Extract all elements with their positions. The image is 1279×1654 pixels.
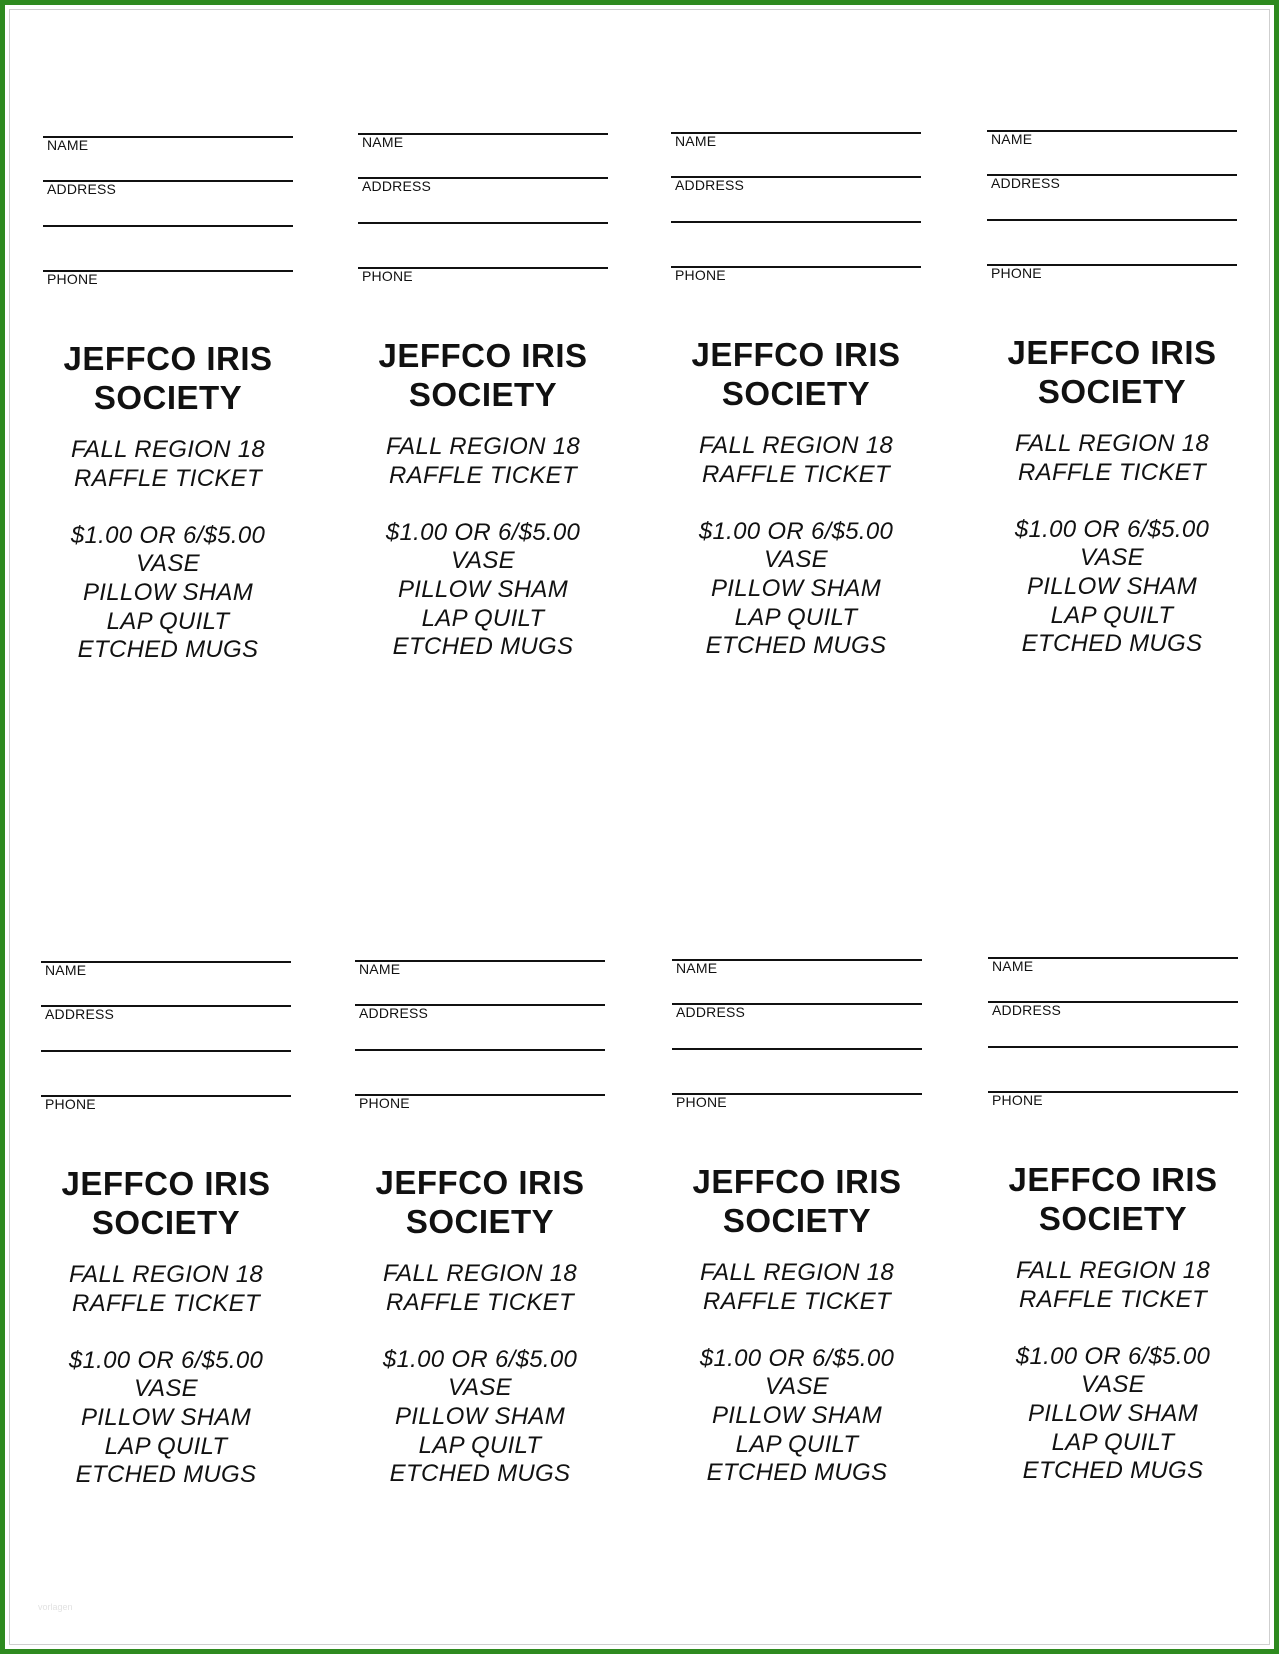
name-label: NAME — [991, 131, 1033, 147]
prize-lap-quilt: LAP QUILT — [421, 604, 545, 632]
event-line-1: FALL REGION 18 — [1014, 430, 1210, 457]
prize-pillow-sham: PILLOW SHAM — [1027, 572, 1197, 600]
ticket-title — [662, 1162, 932, 1240]
raffle-ticket — [355, 960, 605, 1520]
prize-pillow-sham: PILLOW SHAM — [81, 1403, 251, 1431]
ticket-title — [31, 1164, 301, 1242]
prize-pillow-sham: PILLOW SHAM — [395, 1402, 565, 1430]
phone-label: PHONE — [45, 1096, 96, 1112]
price-line: $1.00 OR 6/$5.00 — [1015, 1342, 1211, 1370]
address-label: ADDRESS — [45, 1006, 115, 1022]
phone-field[interactable] — [672, 1093, 922, 1123]
phone-label: PHONE — [992, 1092, 1043, 1108]
event-line-1: FALL REGION 18 — [382, 1260, 578, 1287]
address-label: ADDRESS — [359, 1005, 429, 1021]
org-line-2: SOCIETY — [93, 379, 243, 416]
event-line-1: FALL REGION 18 — [699, 1259, 895, 1286]
address-field[interactable] — [41, 1005, 291, 1035]
name-field[interactable] — [358, 133, 608, 163]
address-field[interactable] — [43, 180, 293, 210]
name-field[interactable] — [41, 961, 291, 991]
address-field[interactable] — [671, 176, 921, 206]
prize-etched-mugs: ETCHED MUGS — [1021, 630, 1203, 658]
address-field[interactable] — [355, 1004, 605, 1034]
name-label: NAME — [47, 137, 89, 153]
event-line-1: FALL REGION 18 — [70, 436, 266, 463]
ticket-details — [33, 436, 303, 665]
event-line-2: RAFFLE TICKET — [386, 1288, 574, 1316]
org-line-1: JEFFCO IRIS — [63, 340, 273, 377]
name-label: NAME — [359, 961, 401, 977]
prize-vase: VASE — [765, 1373, 829, 1401]
org-line-2: SOCIETY — [721, 375, 871, 412]
phone-label: PHONE — [991, 265, 1042, 281]
details-spacer — [33, 493, 303, 522]
address-extra-line — [355, 1049, 605, 1051]
raffle-ticket — [43, 136, 293, 696]
prize-pillow-sham: PILLOW SHAM — [712, 1401, 882, 1429]
prize-lap-quilt: LAP QUILT — [1051, 1428, 1175, 1456]
price-line: $1.00 OR 6/$5.00 — [382, 1345, 578, 1373]
details-spacer — [978, 1314, 1248, 1343]
address-extra-line — [358, 222, 608, 224]
price-line: $1.00 OR 6/$5.00 — [698, 517, 894, 545]
ticket-details — [348, 433, 618, 662]
address-field[interactable] — [358, 177, 608, 207]
raffle-ticket — [672, 959, 922, 1519]
details-spacer — [661, 489, 931, 518]
ticket-title — [345, 1163, 615, 1241]
phone-field[interactable] — [41, 1095, 291, 1125]
ticket-details — [31, 1261, 301, 1490]
price-line: $1.00 OR 6/$5.00 — [385, 518, 581, 546]
details-spacer — [977, 487, 1247, 516]
org-line-1: JEFFCO IRIS — [1007, 334, 1217, 371]
org-line-2: SOCIETY — [1038, 1200, 1188, 1237]
raffle-ticket — [41, 961, 291, 1521]
prize-lap-quilt: LAP QUILT — [106, 607, 230, 635]
ticket-details — [345, 1260, 615, 1489]
price-line: $1.00 OR 6/$5.00 — [699, 1344, 895, 1372]
name-label: NAME — [675, 133, 717, 149]
prize-vase: VASE — [451, 547, 515, 575]
name-field[interactable] — [672, 959, 922, 989]
address-extra-line — [988, 1046, 1238, 1048]
price-line: $1.00 OR 6/$5.00 — [68, 1346, 264, 1374]
phone-field[interactable] — [358, 267, 608, 297]
phone-field[interactable] — [671, 266, 921, 296]
org-line-1: JEFFCO IRIS — [61, 1165, 271, 1202]
phone-field[interactable] — [987, 264, 1237, 294]
name-field[interactable] — [671, 132, 921, 162]
org-line-1: JEFFCO IRIS — [375, 1164, 585, 1201]
name-label: NAME — [676, 960, 718, 976]
prize-pillow-sham: PILLOW SHAM — [398, 575, 568, 603]
address-extra-line — [41, 1050, 291, 1052]
event-line-1: FALL REGION 18 — [68, 1261, 264, 1288]
price-line: $1.00 OR 6/$5.00 — [1014, 515, 1210, 543]
raffle-ticket — [988, 957, 1238, 1517]
org-line-2: SOCIETY — [408, 376, 558, 413]
prize-etched-mugs: ETCHED MUGS — [389, 1460, 571, 1488]
address-label: ADDRESS — [675, 177, 745, 193]
org-line-2: SOCIETY — [405, 1203, 555, 1240]
prize-vase: VASE — [134, 1375, 198, 1403]
event-line-1: FALL REGION 18 — [1015, 1257, 1211, 1284]
prize-pillow-sham: PILLOW SHAM — [711, 574, 881, 602]
address-extra-line — [43, 225, 293, 227]
event-line-2: RAFFLE TICKET — [72, 1289, 260, 1317]
raffle-ticket — [358, 133, 608, 693]
prize-vase: VASE — [1080, 544, 1144, 572]
prize-lap-quilt: LAP QUILT — [104, 1432, 228, 1460]
phone-field[interactable] — [43, 270, 293, 300]
details-spacer — [662, 1316, 932, 1345]
phone-field[interactable] — [355, 1094, 605, 1124]
event-line-1: FALL REGION 18 — [385, 433, 581, 460]
name-field[interactable] — [43, 136, 293, 166]
price-line: $1.00 OR 6/$5.00 — [70, 521, 266, 549]
org-line-1: JEFFCO IRIS — [691, 336, 901, 373]
name-field[interactable] — [987, 130, 1237, 160]
name-field[interactable] — [355, 960, 605, 990]
org-line-1: JEFFCO IRIS — [1008, 1161, 1218, 1198]
prize-pillow-sham: PILLOW SHAM — [83, 578, 253, 606]
event-line-2: RAFFLE TICKET — [703, 1287, 891, 1315]
address-label: ADDRESS — [676, 1004, 746, 1020]
prize-etched-mugs: ETCHED MUGS — [392, 633, 574, 661]
ticket-title — [33, 339, 303, 417]
address-field[interactable] — [672, 1003, 922, 1033]
prize-etched-mugs: ETCHED MUGS — [1022, 1457, 1204, 1485]
prize-lap-quilt: LAP QUILT — [735, 1430, 859, 1458]
name-label: NAME — [992, 958, 1034, 974]
prize-lap-quilt: LAP QUILT — [418, 1431, 542, 1459]
raffle-ticket — [987, 130, 1237, 690]
address-label: ADDRESS — [362, 178, 432, 194]
prize-etched-mugs: ETCHED MUGS — [77, 636, 259, 664]
details-spacer — [31, 1318, 301, 1347]
event-line-1: FALL REGION 18 — [698, 432, 894, 459]
phone-label: PHONE — [359, 1095, 410, 1111]
prize-vase: VASE — [1081, 1371, 1145, 1399]
address-extra-line — [672, 1048, 922, 1050]
prize-etched-mugs: ETCHED MUGS — [706, 1459, 888, 1487]
prize-vase: VASE — [136, 550, 200, 578]
phone-label: PHONE — [676, 1094, 727, 1110]
event-line-2: RAFFLE TICKET — [1018, 458, 1206, 486]
ticket-title — [348, 336, 618, 414]
address-extra-line — [671, 221, 921, 223]
address-field[interactable] — [987, 174, 1237, 204]
address-label: ADDRESS — [47, 181, 117, 197]
watermark-text: vorlagen — [38, 1602, 73, 1612]
details-spacer — [345, 1317, 615, 1346]
ticket-details — [662, 1259, 932, 1488]
ticket-title — [977, 333, 1247, 411]
address-label: ADDRESS — [992, 1002, 1062, 1018]
address-extra-line — [987, 219, 1237, 221]
phone-label: PHONE — [675, 267, 726, 283]
event-line-2: RAFFLE TICKET — [1019, 1285, 1207, 1313]
event-line-2: RAFFLE TICKET — [702, 460, 890, 488]
ticket-details — [978, 1257, 1248, 1486]
name-label: NAME — [362, 134, 404, 150]
event-line-2: RAFFLE TICKET — [389, 461, 577, 489]
org-line-2: SOCIETY — [91, 1204, 241, 1241]
prize-etched-mugs: ETCHED MUGS — [75, 1461, 257, 1489]
ticket-details — [977, 430, 1247, 659]
phone-label: PHONE — [47, 271, 98, 287]
address-field[interactable] — [988, 1001, 1238, 1031]
details-spacer — [348, 490, 618, 519]
ticket-title — [661, 335, 931, 413]
org-line-2: SOCIETY — [722, 1202, 872, 1239]
event-line-2: RAFFLE TICKET — [74, 464, 262, 492]
address-label: ADDRESS — [991, 175, 1061, 191]
ticket-title — [978, 1160, 1248, 1238]
prize-pillow-sham: PILLOW SHAM — [1028, 1399, 1198, 1427]
prize-vase: VASE — [448, 1374, 512, 1402]
org-line-1: JEFFCO IRIS — [692, 1163, 902, 1200]
prize-lap-quilt: LAP QUILT — [734, 603, 858, 631]
name-label: NAME — [45, 962, 87, 978]
prize-lap-quilt: LAP QUILT — [1050, 601, 1174, 629]
prize-vase: VASE — [764, 546, 828, 574]
phone-field[interactable] — [988, 1091, 1238, 1121]
org-line-1: JEFFCO IRIS — [378, 337, 588, 374]
phone-label: PHONE — [362, 268, 413, 284]
raffle-ticket — [671, 132, 921, 692]
org-line-2: SOCIETY — [1037, 373, 1187, 410]
prize-etched-mugs: ETCHED MUGS — [705, 632, 887, 660]
name-field[interactable] — [988, 957, 1238, 987]
ticket-details — [661, 432, 931, 661]
